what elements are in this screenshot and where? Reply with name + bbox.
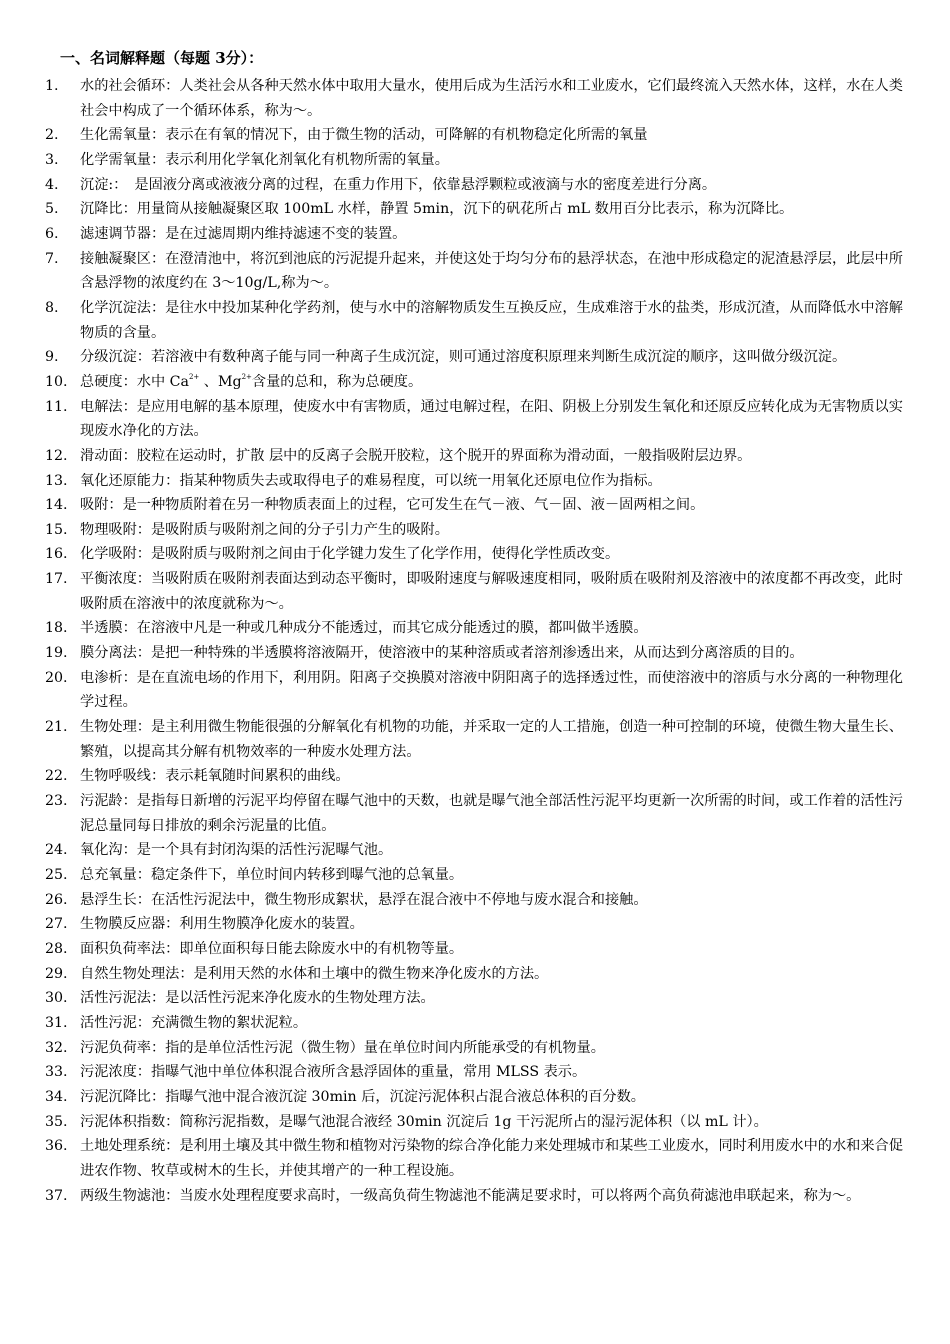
item-text-part: 含量的总和，称为总硬度。 xyxy=(251,373,423,390)
item-text xyxy=(80,374,422,390)
item-text: 水的社会循环：人类社会从各种天然水体中取用大量水，使用后成为生活污水和工业废水，它们最终流入天然水体，这样，水在人类社会中构成了一个循环体系，称为～。 xyxy=(80,78,903,119)
item-text: 生化需氧量：表示在有氧的情况下，由于微生物的活动，可降解的有机物稳定化所需的氧量 xyxy=(80,127,648,144)
item-number: 10. xyxy=(45,373,68,390)
item-text: 吸附：是一种物质附着在另一种物质表面上的过程，它可发生在气－液、气－固、液－固两相之间。 xyxy=(80,497,705,514)
item-number: 13. xyxy=(45,472,68,489)
list-item xyxy=(0,395,950,444)
list-item xyxy=(0,616,950,641)
list-item xyxy=(0,912,950,937)
item-number: 24. xyxy=(45,842,68,859)
list-item xyxy=(0,986,950,1011)
item-text: 污泥浓度：指曝气池中单位体积混合液所含悬浮固体的重量，常用 MLSS 表示。 xyxy=(80,1064,587,1081)
item-text: 半透膜：在溶液中凡是一种或几种成分不能透过，而其它成分能透过的膜，都叫做半透膜。 xyxy=(80,620,648,637)
item-text: 膜分离法：是把一种特殊的半透膜将溶液隔开，使溶液中的某种溶质或者溶剂渗透出来，从而达到分离溶质的目的。 xyxy=(80,645,804,662)
list-item xyxy=(0,444,950,469)
list-item xyxy=(0,962,950,987)
item-text: 化学沉淀法：是往水中投加某种化学药剂，使与水中的溶解物质发生互换反应，生成难溶于水的盐类，形成沉渣，从而降低水中溶解物质的含量。 xyxy=(80,299,903,341)
item-number: 26. xyxy=(45,891,68,908)
item-text: 总充氧量：稳定条件下，单位时间内转移到曝气池的总氧量。 xyxy=(80,867,464,883)
list-item xyxy=(0,542,950,567)
list-item xyxy=(0,469,950,494)
item-text: 生物膜反应器：利用生物膜净化废水的装置。 xyxy=(80,916,364,933)
list-item xyxy=(0,148,950,173)
item-number: 15. xyxy=(45,521,68,538)
item-number: 14. xyxy=(45,497,68,514)
superscript-charge: 2+ xyxy=(241,372,252,381)
item-text: 面积负荷率法：即单位面积每日能去除废水中的有机物等量。 xyxy=(80,940,464,957)
item-number: 8. xyxy=(45,299,59,316)
item-number: 28. xyxy=(45,940,68,957)
item-number: 36. xyxy=(45,1138,68,1155)
item-number: 34. xyxy=(45,1088,68,1105)
list-item xyxy=(0,666,950,715)
item-number: 18. xyxy=(45,620,68,637)
list-item xyxy=(0,1060,950,1085)
item-number: 31. xyxy=(45,1014,68,1031)
list-item xyxy=(0,345,950,370)
list-item xyxy=(0,296,950,345)
list-item xyxy=(0,1011,950,1036)
item-number: 7. xyxy=(45,250,59,267)
item-number: 27. xyxy=(45,916,68,933)
item-text: 接触凝聚区：在澄清池中，将沉到池底的污泥提升起来，并使这处于均匀分布的悬浮状态，在池中形成稳定的泥渣悬浮层，此层中所含悬浮物的浓度约在 3～10g/L,称为～。 xyxy=(80,250,903,292)
item-number: 21. xyxy=(45,719,68,736)
definition-list xyxy=(0,74,950,1208)
item-text: 分级沉淀：若溶液中有数种离子能与同一种离子生成沉淀，则可通过溶度积原理来判断生成沉淀的顺序，这叫做分级沉淀。 xyxy=(80,349,847,366)
item-text: 滤速调节器：是在过滤周期内维持滤速不变的装置。 xyxy=(80,225,407,242)
item-number: 23. xyxy=(45,793,68,810)
item-number: 16. xyxy=(45,546,68,563)
list-item xyxy=(0,1134,950,1183)
item-number: 30. xyxy=(45,990,68,1007)
item-text: 污泥体积指数：简称污泥指数，是曝气池混合液经 30min 沉淀后 1g 干污泥所占的湿污泥体积（以 mL 计）。 xyxy=(80,1113,768,1130)
item-text: 氧化沟：是一个具有封闭沟渠的活性污泥曝气池。 xyxy=(80,842,393,859)
item-text: 沉降比：用量筒从接触凝聚区取 100mL 水样，静置 5min，沉下的矾花所占 mL 数用百分比表示，称为沉降比。 xyxy=(80,201,794,218)
item-text: 沉淀:： 是固液分离或液液分离的过程，在重力作用下，依靠悬浮颗粒或液滴与水的密度差进行分离。 xyxy=(80,176,717,193)
list-item xyxy=(0,1036,950,1061)
list-item xyxy=(0,247,950,296)
item-text: 电解法：是应用电解的基本原理，使废水中有害物质，通过电解过程，在阳、阴极上分别发生氧化和还原反应转化成为无害物质以实现废水净化的方法。 xyxy=(80,398,903,440)
list-item xyxy=(0,123,950,148)
list-item xyxy=(0,173,950,198)
item-text: 平衡浓度：当吸附质在吸附剂表面达到动态平衡时，即吸附速度与解吸速度相同，吸附质在吸附剂及溶液中的浓度都不再改变，此时吸附质在溶液中的浓度就称为～。 xyxy=(80,571,903,612)
section-heading: 一、名词解释题（每题 3分）： xyxy=(60,49,264,67)
item-text: 化学需氧量：表示利用化学氧化剂氧化有机物所需的氧量。 xyxy=(80,151,449,168)
list-item xyxy=(0,888,950,913)
item-number: 19. xyxy=(45,645,68,662)
item-number: 9. xyxy=(45,349,59,366)
list-item xyxy=(0,493,950,518)
item-number: 37. xyxy=(45,1187,68,1204)
list-item xyxy=(0,222,950,247)
item-text: 污泥龄：是指每日新增的污泥平均停留在曝气池中的天数，也就是曝气池全部活性污泥平均更新一次所需的时间，或工作着的活性污泥总量同每日排放的剩余污泥量的比值。 xyxy=(80,793,903,834)
list-item xyxy=(0,641,950,666)
item-text: 物理吸附：是吸附质与吸附剂之间的分子引力产生的吸附。 xyxy=(80,521,449,538)
list-item xyxy=(0,863,950,888)
list-item xyxy=(0,838,950,863)
item-number: 22. xyxy=(45,768,68,785)
list-item xyxy=(0,370,950,395)
item-text: 污泥沉降比：指曝气池中混合液沉淀 30min 后，沉淀污泥体积占混合液总体积的百分数。 xyxy=(80,1088,645,1105)
item-number: 29. xyxy=(45,965,68,982)
item-text-part: 总硬度：水中 Ca xyxy=(80,373,189,390)
list-item xyxy=(0,197,950,222)
list-item xyxy=(0,789,950,838)
item-number: 25. xyxy=(45,867,68,883)
list-item xyxy=(0,1184,950,1209)
item-number: 17. xyxy=(45,571,68,588)
item-number: 12. xyxy=(45,447,68,464)
item-text: 污泥负荷率：指的是单位活性污泥（微生物）量在单位时间内所能承受的有机物量。 xyxy=(80,1039,605,1056)
list-item xyxy=(0,764,950,789)
item-number: 32. xyxy=(45,1039,68,1056)
item-text: 土地处理系统：是利用土壤及其中微生物和植物对污染物的综合净化能力来处理城市和某些工业废水，同时利用废水中的水和来合促进农作物、牧草或树木的生长，并使其增产的一种工程设施。 xyxy=(80,1138,903,1179)
item-number: 35. xyxy=(45,1113,68,1130)
item-text-part: 、Mg xyxy=(199,373,242,390)
list-item xyxy=(0,74,950,123)
item-number: 6. xyxy=(45,225,59,242)
list-item xyxy=(0,715,950,764)
item-number: 11. xyxy=(45,398,68,415)
item-text: 自然生物处理法：是利用天然的水体和土壤中的微生物来净化废水的方法。 xyxy=(80,965,549,982)
item-text: 活性污泥法：是以活性污泥来净化废水的生物处理方法。 xyxy=(80,990,435,1007)
item-text: 悬浮生长：在活性污泥法中，微生物形成絮状，悬浮在混合液中不停地与废水混合和接触。 xyxy=(80,891,648,908)
list-item xyxy=(0,1110,950,1135)
superscript-charge: 2+ xyxy=(188,372,200,381)
item-number: 33. xyxy=(45,1064,68,1081)
item-number: 4. xyxy=(45,176,59,193)
list-item xyxy=(0,518,950,543)
item-text: 化学吸附：是吸附质与吸附剂之间由于化学键力发生了化学作用，使得化学性质改变。 xyxy=(80,546,620,563)
item-number: 2. xyxy=(45,127,59,144)
item-number: 3. xyxy=(45,151,59,168)
item-number: 1. xyxy=(45,78,59,94)
item-text: 两级生物滤池：当废水处理程度要求高时，一级高负荷生物滤池不能满足要求时，可以将两个高负荷滤池串联起来，称为～。 xyxy=(80,1187,861,1204)
item-text: 活性污泥：充满微生物的絮状泥粒。 xyxy=(80,1014,308,1031)
item-text: 滑动面：胶粒在运动时，扩散 层中的反离子会脱开胶粒，这个脱开的界面称为滑动面，一般指吸附层边界。 xyxy=(80,447,752,464)
item-number: 5. xyxy=(45,201,59,218)
item-text: 生物呼吸线：表示耗氧随时间累积的曲线。 xyxy=(80,768,350,785)
list-item xyxy=(0,1085,950,1110)
item-text: 生物处理：是主利用微生物能很强的分解氧化有机物的功能，并采取一定的人工措施，创造一种可控制的环境，使微生物大量生长、繁殖，以提高其分解有机物效率的一种废水处理方法。 xyxy=(80,719,903,760)
item-text: 电渗析：是在直流电场的作用下，利用阴。阳离子交换膜对溶液中阴阳离子的选择透过性，而使溶液中的溶质与水分离的一种物理化学过程。 xyxy=(80,669,903,711)
list-item xyxy=(0,937,950,962)
list-item xyxy=(0,567,950,616)
item-number: 20. xyxy=(45,669,68,686)
item-text: 氧化还原能力：指某种物质失去或取得电子的难易程度，可以统一用氧化还原电位作为指标。 xyxy=(80,472,662,489)
